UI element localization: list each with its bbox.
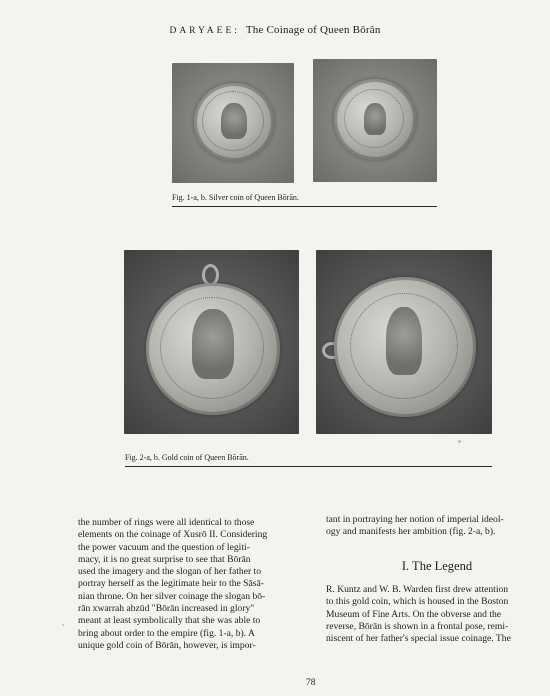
header-title: The Coinage of Queen Bōrān: [245, 24, 381, 36]
left-column-text: the number of rings were all identical to those elements on the coinage of Xusrō II. Considering the power vacuum and the question of legiti- macy, it is no great surprise to see that Bōrān used the imagery and the slogan of her father to portray herself as the legitimate heir to the Sāsā- nian throne. On her silver coinage the slogan bō- rān xwarrah abzūd "Bōrān increased in glory" meant at least symbolically that she was able to bring about order to the empire (fig. 1-a, b). A unique gold coin of Bōrān, however, is impor-: [78, 517, 268, 651]
figure-1-caption: Fig. 1-a, b. Silver coin of Queen Bōrān.: [172, 193, 299, 202]
figure-1-rule: [172, 206, 437, 207]
figure-2b-photo: [316, 250, 492, 434]
figure-1a-photo: [172, 63, 294, 183]
silver-coin-obverse: [194, 83, 274, 161]
right-column-text-top: tant in portraying her notion of imperial ideol- ogy and manifests her ambition (fig. 2-a, b).: [326, 514, 504, 538]
header-author: DARYAEE:: [169, 26, 240, 36]
scan-speck: [458, 440, 461, 443]
gold-coin-obverse: [146, 283, 280, 415]
running-header: [0, 24, 550, 36]
scan-speck-left: [62, 624, 64, 626]
silver-coin-reverse: [334, 79, 416, 160]
figure-2-caption: Fig. 2-a, b. Gold coin of Queen Bōrān.: [125, 453, 249, 462]
section-heading: I. The Legend: [401, 559, 473, 573]
figure-2a-photo: [124, 250, 299, 434]
gold-coin-reverse: [334, 277, 476, 417]
right-column-text-bottom: R. Kuntz and W. B. Warden first drew attention to this gold coin, which is housed in the Boston Museum of Fine Arts. On the obverse and the reverse, Bōrān is shown in a frontal pose, remi- niscent of her father's special issue coinage. The: [326, 584, 511, 645]
figure-2-rule: [125, 466, 492, 467]
page-number: 78: [306, 678, 316, 688]
figure-1b-photo: [313, 59, 437, 182]
